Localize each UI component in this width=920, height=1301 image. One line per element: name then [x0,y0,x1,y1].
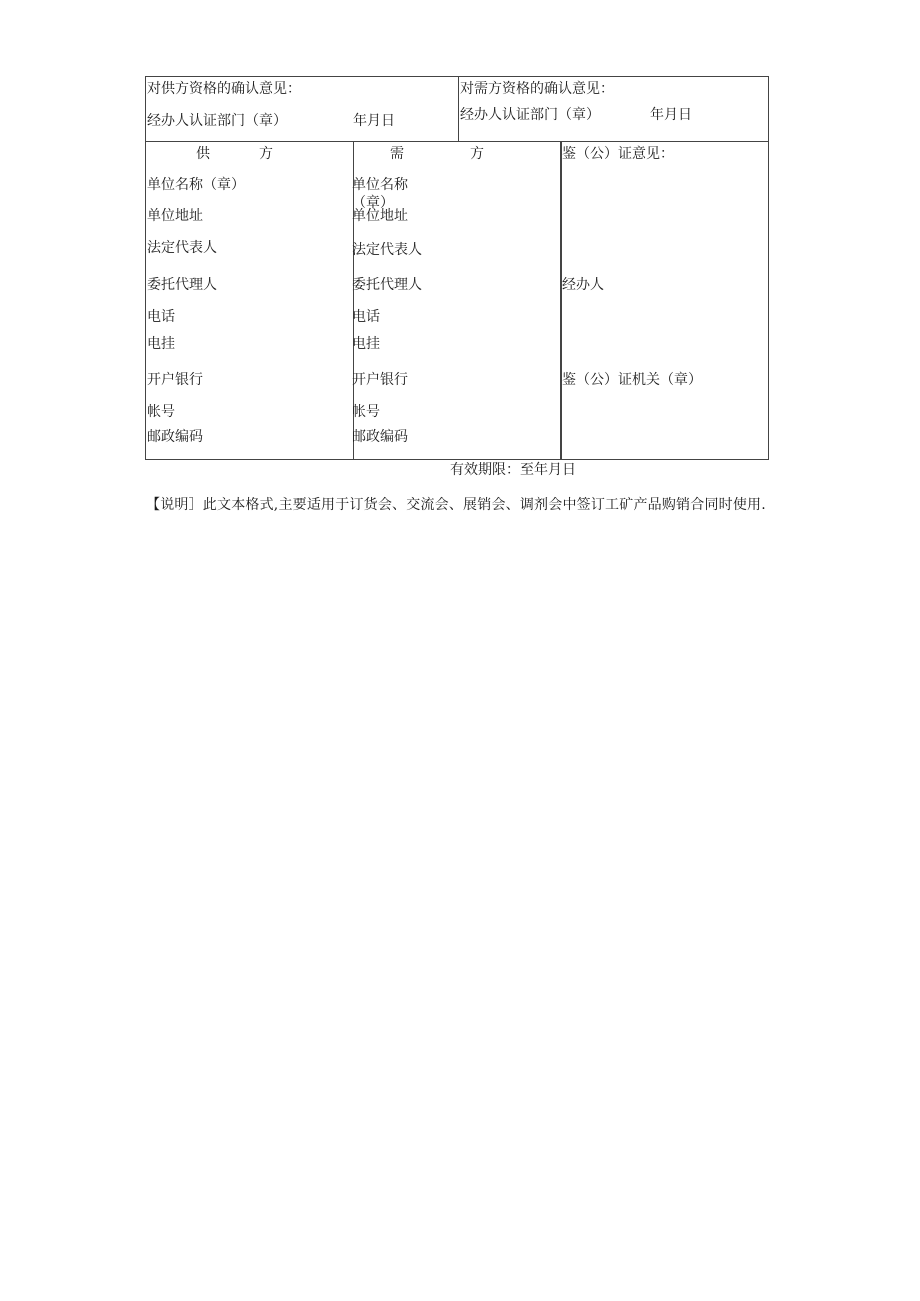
demander-unit-name-seal-clipped: （章） [352,195,394,211]
demander-phone: 电话 [352,309,380,325]
demander-postcode: 邮政编码 [352,429,408,445]
demander-opinion-label: 对需方资格的确认意见： [460,81,614,97]
notary-authority: 鉴（公）证机关（章） [562,372,702,388]
notary-column [560,141,769,460]
validity-period: 有效期限：至年月日 [450,462,576,478]
supplier-confirmation-cell [145,76,460,142]
usage-note: 【说明］此文本格式,主要适用于订货会、交流会、展销会、调剂会中签订工矿产品购销合同时使用. [146,497,766,513]
demander-account: 帐号 [352,404,380,420]
demander-column [352,141,562,460]
supplier-unit-name: 单位名称（章） [147,177,245,193]
notary-handler: 经办人 [562,277,604,293]
supplier-agent: 委托代理人 [147,277,217,293]
supplier-bank: 开户银行 [147,372,203,388]
demander-cable: 电挂 [352,336,380,352]
demander-confirm-date: 年月日 [650,107,692,123]
supplier-handler-line: 经办人认证部门（章） [147,113,287,129]
demander-unit-address: 单位地址 [352,208,408,224]
supplier-phone: 电话 [147,309,175,325]
supplier-cable: 电挂 [147,336,175,352]
supplier-account: 帐号 [147,404,175,420]
demander-header-char-2: 方 [470,146,484,162]
notary-opinion-label: 鉴（公）证意见： [562,146,674,162]
demander-legal-rep: 法定代表人 [352,242,422,258]
supplier-opinion-label: 对供方资格的确认意见： [147,81,301,97]
demander-header-char-1: 需 [390,146,404,162]
supplier-confirm-date: 年月日 [353,113,395,129]
demander-handler-line: 经办人认证部门（章） [460,107,600,123]
supplier-postcode: 邮政编码 [147,429,203,445]
demander-confirmation-cell [458,76,769,142]
supplier-unit-address: 单位地址 [147,208,203,224]
demander-unit-name: 单位名称 [352,177,408,193]
demander-bank: 开户银行 [352,372,408,388]
demander-agent: 委托代理人 [352,277,422,293]
supplier-column [145,141,354,460]
supplier-header-char-1: 供 [196,146,210,162]
supplier-header-char-2: 方 [259,146,273,162]
supplier-legal-rep: 法定代表人 [147,240,217,256]
